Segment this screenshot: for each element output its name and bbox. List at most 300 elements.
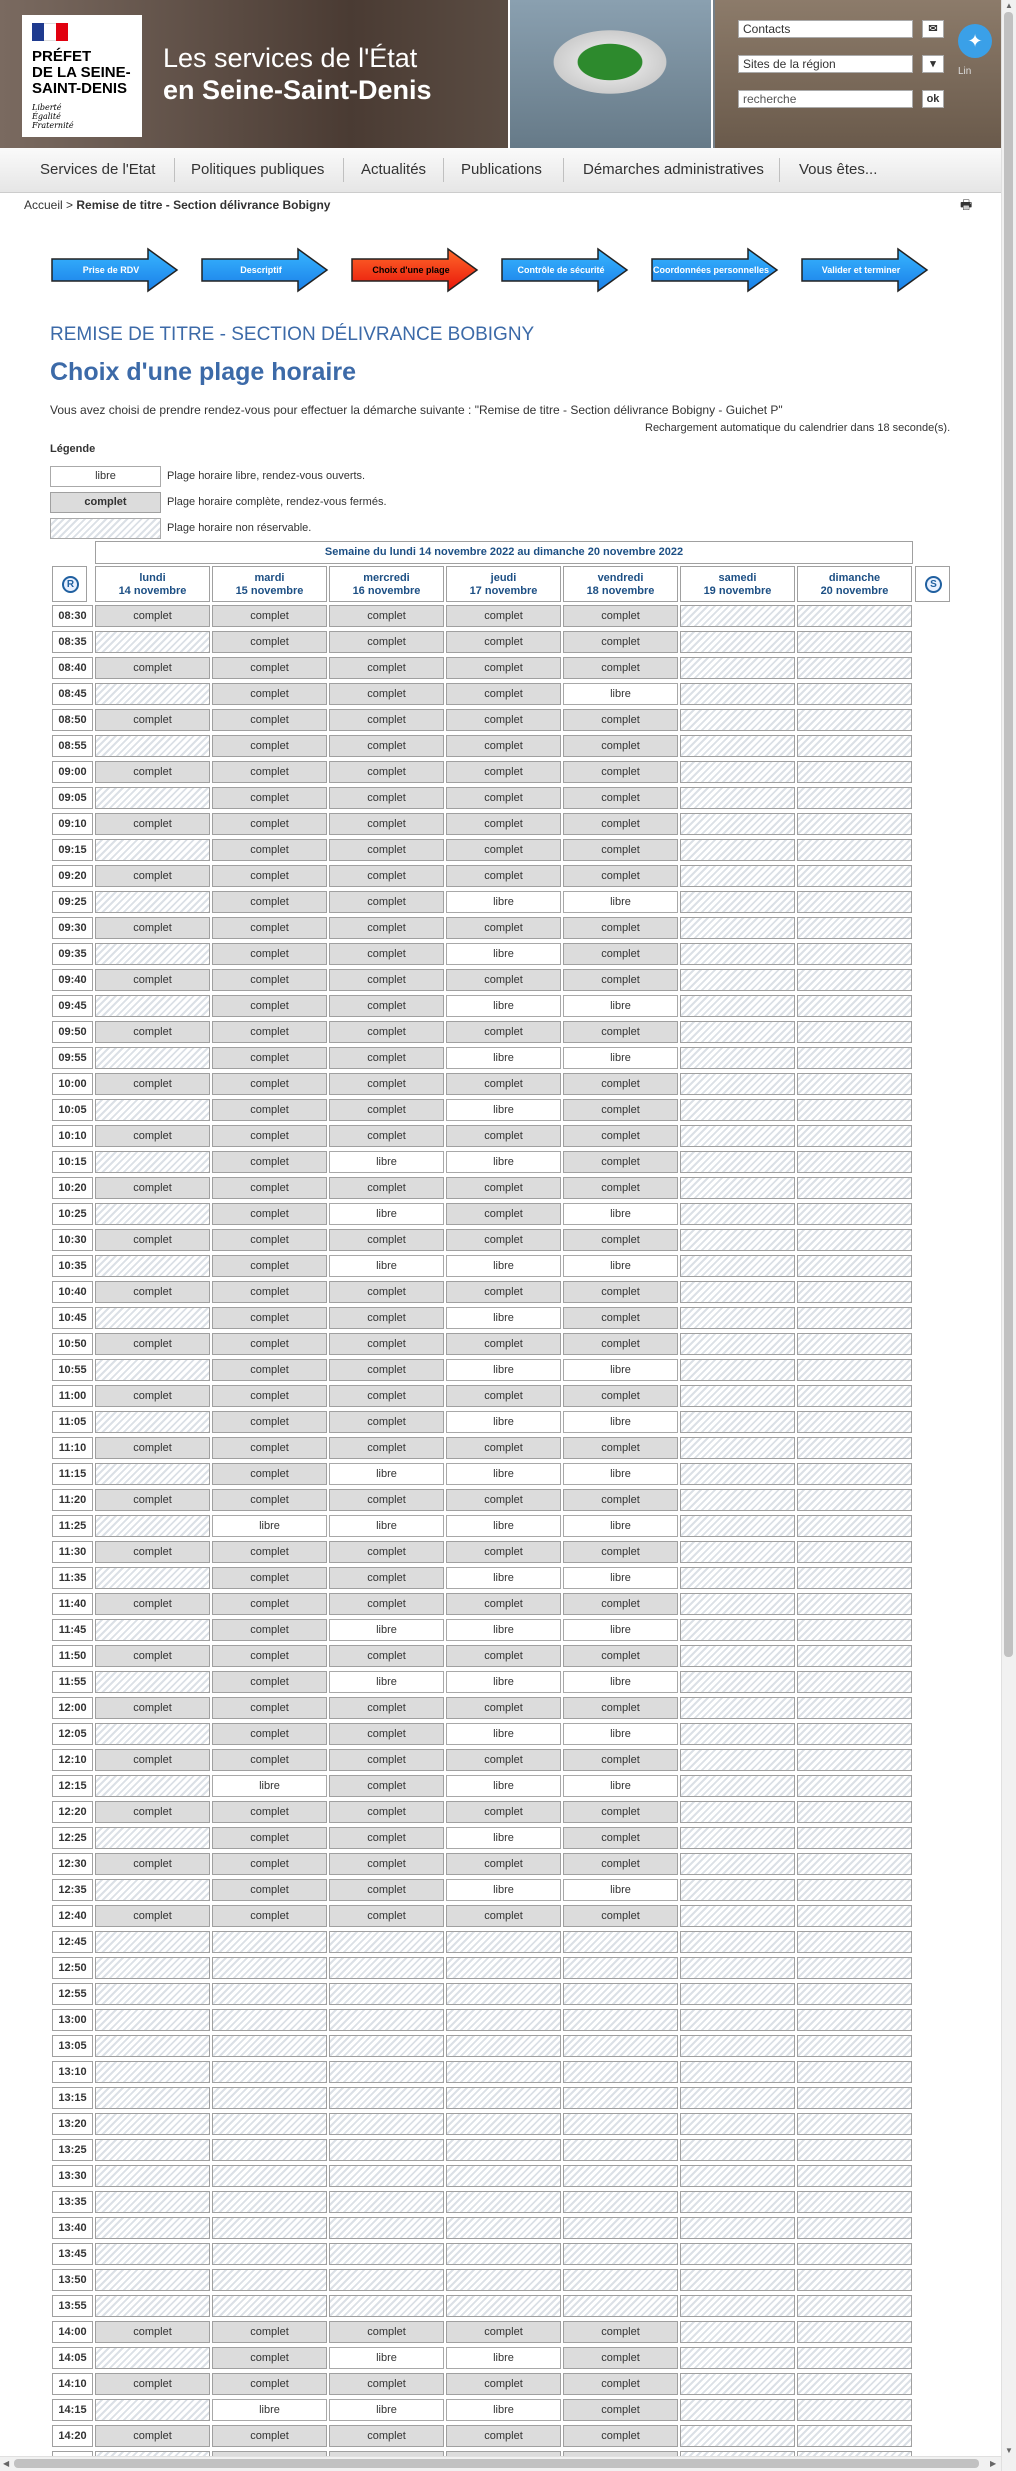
slot-complet: complet: [212, 1541, 327, 1563]
slot-non-reservable: [95, 1047, 210, 1069]
slot-complet: complet: [446, 1697, 561, 1719]
slot-non-reservable: [95, 2139, 210, 2161]
slot-complet: complet: [95, 813, 210, 835]
nav-item-demarches[interactable]: Démarches administratives: [583, 161, 764, 178]
step-6: [800, 247, 928, 293]
slot-non-reservable: [797, 709, 912, 731]
slot-libre[interactable]: libre: [446, 1411, 561, 1433]
slot-complet: complet: [329, 1021, 444, 1043]
slot-non-reservable: [680, 1463, 795, 1485]
slot-complet: complet: [329, 1853, 444, 1875]
nav-item-politiques[interactable]: Politiques publiques: [191, 161, 325, 178]
search-ok-button[interactable]: ok: [922, 90, 944, 108]
slot-libre[interactable]: libre: [446, 1359, 561, 1381]
slot-complet: complet: [212, 1203, 327, 1225]
slot-non-reservable: [680, 657, 795, 679]
slot-complet: complet: [563, 1125, 678, 1147]
slot-complet: complet: [212, 1359, 327, 1381]
slot-complet: complet: [212, 1125, 327, 1147]
slot-non-reservable: [563, 1931, 678, 1953]
timeslot-row: [0, 967, 1001, 993]
slot-non-reservable: [212, 2139, 327, 2161]
slot-libre[interactable]: libre: [446, 2399, 561, 2421]
slot-complet: complet: [212, 1905, 327, 1927]
slot-complet: complet: [95, 1905, 210, 1927]
slot-complet: complet: [212, 1619, 327, 1641]
nav-item-services[interactable]: Services de l'Etat: [40, 161, 156, 178]
time-label: 13:00: [52, 2009, 93, 2031]
slot-libre[interactable]: libre: [563, 1203, 678, 1225]
slot-non-reservable: [797, 1333, 912, 1355]
slot-non-reservable: [797, 657, 912, 679]
slot-libre[interactable]: libre: [563, 1567, 678, 1589]
slot-non-reservable: [212, 2217, 327, 2239]
timeslot-row: [0, 1227, 1001, 1253]
slot-non-reservable: [680, 2191, 795, 2213]
twitter-icon[interactable]: ✦: [958, 24, 992, 58]
slot-complet: complet: [212, 1073, 327, 1095]
slot-libre[interactable]: libre: [446, 1775, 561, 1797]
time-label: 09:10: [52, 813, 93, 835]
slot-non-reservable: [797, 1931, 912, 1953]
slot-non-reservable: [680, 2243, 795, 2265]
timeslot-row: [0, 1643, 1001, 1669]
slot-libre[interactable]: libre: [563, 1047, 678, 1069]
timeslot-row: [0, 1097, 1001, 1123]
slot-libre[interactable]: libre: [563, 1671, 678, 1693]
timeslot-row: [0, 1773, 1001, 1799]
slot-libre[interactable]: libre: [563, 1255, 678, 1277]
slot-non-reservable: [680, 2035, 795, 2057]
slot-complet: complet: [95, 1645, 210, 1667]
slot-non-reservable: [95, 1515, 210, 1537]
time-label: 08:45: [52, 683, 93, 705]
breadcrumb-separator: >: [62, 198, 77, 212]
scroll-down-icon[interactable]: ▼: [1005, 2446, 1013, 2455]
slot-non-reservable: [797, 1177, 912, 1199]
slot-complet: complet: [95, 657, 210, 679]
timeslot-row: [0, 1461, 1001, 1487]
slot-complet: complet: [212, 1697, 327, 1719]
slot-non-reservable: [797, 631, 912, 653]
slot-libre[interactable]: libre: [563, 1775, 678, 1797]
slot-non-reservable: [797, 1359, 912, 1381]
time-label: 11:15: [52, 1463, 93, 1485]
scroll-right-icon[interactable]: ▶: [990, 2459, 997, 2468]
slot-libre[interactable]: libre: [329, 2399, 444, 2421]
timeslot-row: [0, 863, 1001, 889]
slot-libre[interactable]: libre: [329, 1619, 444, 1641]
slot-complet: complet: [95, 1125, 210, 1147]
slot-non-reservable: [797, 787, 912, 809]
timeslot-row: [0, 2371, 1001, 2397]
slot-complet: complet: [212, 1177, 327, 1199]
timeslot-row: [0, 681, 1001, 707]
slot-libre[interactable]: libre: [563, 1879, 678, 1901]
time-label: 10:50: [52, 1333, 93, 1355]
slot-complet: complet: [212, 657, 327, 679]
day-header-1: [212, 566, 327, 602]
step-1[interactable]: [50, 247, 178, 293]
timeslot-row: [0, 1487, 1001, 1513]
slot-libre[interactable]: libre: [446, 1671, 561, 1693]
slot-complet: complet: [563, 761, 678, 783]
timeslot-row: [0, 915, 1001, 941]
slot-complet: complet: [329, 1801, 444, 1823]
slot-complet: complet: [446, 969, 561, 991]
sites-region-select[interactable]: Sites de la région: [738, 55, 913, 73]
slot-non-reservable: [563, 2087, 678, 2109]
slot-libre[interactable]: libre: [329, 1151, 444, 1173]
slot-libre[interactable]: libre: [446, 1047, 561, 1069]
slot-complet: complet: [563, 1437, 678, 1459]
print-icon[interactable]: 🖶: [960, 197, 973, 212]
time-label: 08:35: [52, 631, 93, 653]
slot-libre[interactable]: libre: [563, 1411, 678, 1433]
slot-complet: complet: [563, 1177, 678, 1199]
slot-non-reservable: [212, 2087, 327, 2109]
slot-complet: complet: [212, 735, 327, 757]
timeslot-row: [0, 1929, 1001, 1955]
day-date: 15 novembre: [235, 585, 304, 597]
slot-libre[interactable]: libre: [563, 891, 678, 913]
slot-complet: complet: [95, 1229, 210, 1251]
slot-non-reservable: [797, 605, 912, 627]
slot-non-reservable: [680, 1203, 795, 1225]
slot-non-reservable: [329, 2217, 444, 2239]
slot-non-reservable: [797, 1749, 912, 1771]
slot-libre[interactable]: libre: [446, 1723, 561, 1745]
scroll-left-icon[interactable]: ◀: [3, 2459, 10, 2468]
slot-libre[interactable]: libre: [212, 2399, 327, 2421]
slot-libre[interactable]: libre: [329, 1255, 444, 1277]
slot-non-reservable: [563, 2035, 678, 2057]
time-label: 09:30: [52, 917, 93, 939]
slot-non-reservable: [680, 813, 795, 835]
slot-complet: complet: [446, 709, 561, 731]
time-label: 13:25: [52, 2139, 93, 2161]
slot-non-reservable: [680, 2087, 795, 2109]
slot-non-reservable: [680, 1515, 795, 1537]
nav-item-vous-etes[interactable]: Vous êtes...: [799, 161, 878, 178]
nav-item-actualites[interactable]: Actualités: [361, 161, 427, 178]
time-label: 12:00: [52, 1697, 93, 1719]
timeslot-row: [0, 2397, 1001, 2423]
slot-non-reservable: [680, 1671, 795, 1693]
slot-complet: complet: [563, 1905, 678, 1927]
slot-complet: complet: [329, 1723, 444, 1745]
slot-complet: complet: [446, 1905, 561, 1927]
day-name: mercredi: [363, 572, 410, 584]
week-header: Semaine du lundi 14 novembre 2022 au dimanche 20 novembre 2022: [95, 541, 913, 564]
timeslot-row: [0, 1123, 1001, 1149]
time-label: 13:20: [52, 2113, 93, 2135]
slot-complet: complet: [563, 1645, 678, 1667]
broken-image-link[interactable]: Lin: [958, 66, 972, 77]
slot-non-reservable: [680, 2373, 795, 2395]
slot-libre[interactable]: libre: [446, 1099, 561, 1121]
slot-complet: complet: [212, 1333, 327, 1355]
slot-complet: complet: [563, 865, 678, 887]
slot-complet: complet: [95, 1385, 210, 1407]
slot-complet: complet: [212, 1671, 327, 1693]
slot-libre[interactable]: libre: [446, 1255, 561, 1277]
slot-non-reservable: [797, 1957, 912, 1979]
timeslot-row: [0, 1175, 1001, 1201]
slot-libre[interactable]: libre: [563, 1463, 678, 1485]
slot-non-reservable: [680, 2061, 795, 2083]
slot-complet: complet: [563, 943, 678, 965]
scroll-up-icon[interactable]: ▲: [1005, 1, 1013, 10]
slot-non-reservable: [797, 1021, 912, 1043]
slot-non-reservable: [680, 1281, 795, 1303]
slot-complet: complet: [212, 1593, 327, 1615]
slot-libre[interactable]: libre: [446, 1151, 561, 1173]
time-label: 10:05: [52, 1099, 93, 1121]
time-label: 11:35: [52, 1567, 93, 1589]
slot-non-reservable: [95, 2269, 210, 2291]
slot-complet: complet: [329, 1073, 444, 1095]
slot-libre[interactable]: libre: [446, 943, 561, 965]
slot-non-reservable: [797, 2009, 912, 2031]
slot-complet: complet: [563, 1385, 678, 1407]
slot-libre[interactable]: libre: [446, 1567, 561, 1589]
timeslot-row: [0, 2111, 1001, 2137]
slot-libre[interactable]: libre: [212, 1775, 327, 1797]
slot-non-reservable: [797, 761, 912, 783]
slot-non-reservable: [797, 2087, 912, 2109]
slot-libre[interactable]: libre: [329, 1463, 444, 1485]
slot-complet: complet: [212, 1021, 327, 1043]
slot-complet: complet: [446, 865, 561, 887]
slot-libre[interactable]: libre: [446, 1827, 561, 1849]
time-label: 13:45: [52, 2243, 93, 2265]
breadcrumb-home[interactable]: Accueil: [24, 198, 63, 212]
slot-complet: complet: [446, 1853, 561, 1875]
slot-non-reservable: [212, 1983, 327, 2005]
slot-libre[interactable]: libre: [446, 1307, 561, 1329]
timeslot-row: [0, 707, 1001, 733]
nav-divider: [779, 158, 780, 182]
slot-complet: complet: [329, 1411, 444, 1433]
slot-non-reservable: [563, 2009, 678, 2031]
day-date: 20 novembre: [820, 585, 889, 597]
slot-non-reservable: [680, 917, 795, 939]
slot-non-reservable: [797, 735, 912, 757]
slot-libre[interactable]: libre: [329, 1515, 444, 1537]
slot-complet: complet: [329, 1645, 444, 1667]
slot-non-reservable: [95, 943, 210, 965]
step-label: Descriptif: [240, 265, 282, 275]
slot-non-reservable: [680, 1411, 795, 1433]
slot-non-reservable: [95, 683, 210, 705]
slot-complet: complet: [212, 1749, 327, 1771]
slot-complet: complet: [212, 1099, 327, 1121]
slot-complet: complet: [329, 1697, 444, 1719]
slot-non-reservable: [95, 1463, 210, 1485]
slot-non-reservable: [446, 2113, 561, 2135]
timeslot-row: [0, 1045, 1001, 1071]
slot-non-reservable: [680, 709, 795, 731]
time-label: 09:35: [52, 943, 93, 965]
slot-complet: complet: [446, 1229, 561, 1251]
vertical-scrollbar-thumb[interactable]: [1004, 12, 1013, 1657]
search-input[interactable]: recherche: [738, 90, 913, 108]
slot-non-reservable: [797, 1307, 912, 1329]
slot-non-reservable: [95, 1255, 210, 1277]
slot-non-reservable: [680, 1437, 795, 1459]
legend-text-non-reservable: Plage horaire non réservable.: [167, 522, 312, 534]
slot-non-reservable: [680, 2217, 795, 2239]
page-title: Choix d'une plage horaire: [50, 358, 356, 386]
time-label: 12:45: [52, 1931, 93, 1953]
slot-libre[interactable]: libre: [446, 1463, 561, 1485]
slot-libre[interactable]: libre: [446, 995, 561, 1017]
slot-non-reservable: [95, 1957, 210, 1979]
slot-libre[interactable]: libre: [212, 1515, 327, 1537]
slot-non-reservable: [95, 1879, 210, 1901]
slot-libre[interactable]: libre: [446, 1879, 561, 1901]
time-label: 09:15: [52, 839, 93, 861]
slot-complet: complet: [563, 1749, 678, 1771]
slot-non-reservable: [680, 1047, 795, 1069]
chevron-down-icon[interactable]: ▾: [922, 55, 944, 73]
nav-item-publications[interactable]: Publications: [461, 161, 542, 178]
slot-non-reservable: [680, 787, 795, 809]
slot-complet: complet: [563, 2399, 678, 2421]
slot-non-reservable: [563, 2269, 678, 2291]
horizontal-scrollbar-thumb[interactable]: [14, 2459, 979, 2468]
slot-libre[interactable]: libre: [329, 1203, 444, 1225]
slot-libre[interactable]: libre: [563, 1723, 678, 1745]
prefet-logo[interactable]: [22, 15, 142, 137]
slot-non-reservable: [797, 1099, 912, 1121]
slot-complet: complet: [95, 2373, 210, 2395]
slot-non-reservable: [680, 1567, 795, 1589]
timeslot-row: [0, 1799, 1001, 1825]
stadium-banner-image: [508, 0, 713, 148]
slot-non-reservable: [95, 1827, 210, 1849]
slot-libre[interactable]: libre: [446, 1619, 561, 1641]
slot-complet: complet: [329, 2321, 444, 2343]
slot-non-reservable: [95, 2243, 210, 2265]
site-title[interactable]: [163, 42, 432, 106]
slot-libre[interactable]: libre: [563, 1359, 678, 1381]
timeslot-row: [0, 759, 1001, 785]
slot-libre[interactable]: libre: [446, 891, 561, 913]
slot-non-reservable: [212, 2113, 327, 2135]
slot-complet: complet: [563, 709, 678, 731]
slot-non-reservable: [797, 683, 912, 705]
slot-non-reservable: [797, 1489, 912, 1511]
slot-non-reservable: [563, 2139, 678, 2161]
slot-libre[interactable]: libre: [329, 1671, 444, 1693]
slot-non-reservable: [680, 1723, 795, 1745]
slot-complet: complet: [329, 761, 444, 783]
time-label: 09:50: [52, 1021, 93, 1043]
slot-non-reservable: [563, 2217, 678, 2239]
slot-non-reservable: [680, 1593, 795, 1615]
slot-non-reservable: [797, 1437, 912, 1459]
slot-complet: complet: [95, 917, 210, 939]
slot-non-reservable: [212, 2035, 327, 2057]
slot-complet: complet: [212, 1385, 327, 1407]
slot-complet: complet: [446, 787, 561, 809]
slot-non-reservable: [680, 761, 795, 783]
slot-libre[interactable]: libre: [329, 2347, 444, 2369]
slot-libre[interactable]: libre: [446, 1515, 561, 1537]
slot-non-reservable: [797, 1255, 912, 1277]
slot-non-reservable: [680, 1099, 795, 1121]
slot-non-reservable: [680, 2139, 795, 2161]
breadcrumb-current: Remise de titre - Section délivrance Bobigny: [76, 198, 331, 212]
slot-non-reservable: [95, 1619, 210, 1641]
slot-libre[interactable]: libre: [563, 1619, 678, 1641]
timeslot-row: [0, 2137, 1001, 2163]
timeslot-row: [0, 811, 1001, 837]
timeslot-row: [0, 1253, 1001, 1279]
time-label: 11:25: [52, 1515, 93, 1537]
slot-libre[interactable]: libre: [563, 995, 678, 1017]
contacts-link[interactable]: Contacts: [738, 20, 913, 38]
slot-libre[interactable]: libre: [446, 2347, 561, 2369]
slot-complet: complet: [212, 605, 327, 627]
slot-non-reservable: [680, 1333, 795, 1355]
slot-complet: complet: [563, 1151, 678, 1173]
slot-complet: complet: [329, 683, 444, 705]
slot-non-reservable: [329, 2035, 444, 2057]
time-label: 11:45: [52, 1619, 93, 1641]
slot-complet: complet: [446, 657, 561, 679]
slot-non-reservable: [212, 2009, 327, 2031]
slot-libre[interactable]: libre: [563, 683, 678, 705]
previous-week-button[interactable]: [52, 566, 87, 602]
timeslot-row: [0, 889, 1001, 915]
slot-complet: complet: [212, 943, 327, 965]
site-title-line2: en Seine-Saint-Denis: [163, 75, 432, 105]
time-label: 14:15: [52, 2399, 93, 2421]
step-2[interactable]: [200, 247, 328, 293]
day-header-0: [95, 566, 210, 602]
slot-complet: complet: [446, 1073, 561, 1095]
mail-icon[interactable]: ✉: [922, 20, 944, 38]
slot-complet: complet: [212, 1411, 327, 1433]
slot-complet: complet: [563, 1801, 678, 1823]
next-week-button[interactable]: [915, 566, 950, 602]
slot-complet: complet: [212, 1255, 327, 1277]
slot-complet: complet: [212, 2373, 327, 2395]
time-label: 12:05: [52, 1723, 93, 1745]
slot-complet: complet: [212, 1437, 327, 1459]
slot-complet: complet: [329, 943, 444, 965]
time-label: 11:40: [52, 1593, 93, 1615]
slot-non-reservable: [680, 1931, 795, 1953]
slot-non-reservable: [680, 1853, 795, 1875]
slot-non-reservable: [797, 1229, 912, 1251]
slot-complet: complet: [563, 1021, 678, 1043]
time-label: 11:50: [52, 1645, 93, 1667]
slot-complet: complet: [563, 839, 678, 861]
slot-complet: complet: [446, 1177, 561, 1199]
slot-complet: complet: [446, 813, 561, 835]
timeslot-row: [0, 1409, 1001, 1435]
slot-non-reservable: [446, 2087, 561, 2109]
slot-complet: complet: [95, 1749, 210, 1771]
timeslot-row: [0, 1279, 1001, 1305]
slot-complet: complet: [212, 1489, 327, 1511]
slot-libre[interactable]: libre: [563, 1515, 678, 1537]
slot-complet: complet: [95, 969, 210, 991]
